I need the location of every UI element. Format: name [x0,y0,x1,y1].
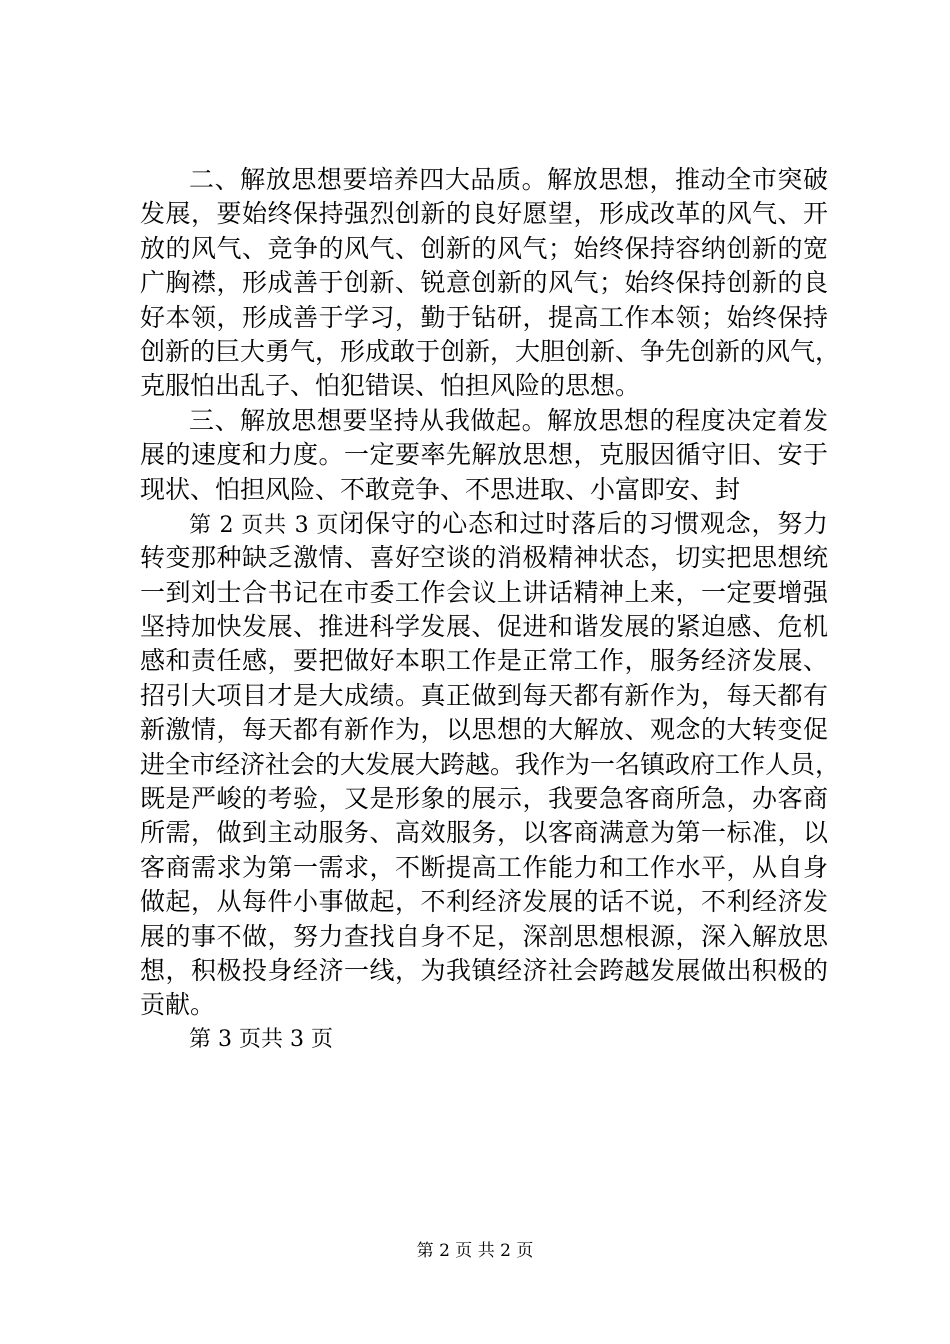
text-line: 三、解放思想要坚持从我做起。解放思想的程度决定着发 [189,405,828,435]
text-line: 放的风气、竞争的风气、创新的风气；始终保持容纳创新的宽 [140,233,828,263]
text-line: 客商需求为第一需求，不断提高工作能力和工作水平，从自身 [140,852,828,882]
page-footer: 第 2 页 共 2 页 [416,1241,534,1261]
text-line: 广胸襟，形成善于创新、锐意创新的风气；始终保持创新的良 [140,268,828,298]
text-line: 进全市经济社会的大发展大跨越。我作为一名镇政府工作人员， [140,749,841,779]
text-line: 一到刘士合书记在市委工作会议上讲话精神上来，一定要增强 [140,577,828,607]
end-page-marker: 第 3 页共 3 页 [189,1026,333,1052]
text-line: 招引大项目才是大成绩。真正做到每天都有新作为，每天都有 [140,680,828,710]
text-fragment: 闭保守的心态和过时落后的习惯观念，努力 [339,508,828,538]
inline-page-marker: 第 2 页共 3 页 [189,512,340,538]
text-line: 既是严峻的考验，又是形象的展示，我要急客商所急，办客商 [140,784,828,814]
text-line: 展的速度和力度。一定要率先解放思想，克服因循守旧、安于 [140,440,828,470]
text-line: 现状、怕担风险、不敢竞争、不思进取、小富即安、封 [140,474,741,504]
text-line: 想，积极投身经济一线，为我镇经济社会跨越发展做出积极的 [140,955,828,985]
paragraph-2 [140,163,841,404]
text-line: 贡献。 [140,990,216,1020]
paragraph-3 [140,404,828,507]
document-body [140,163,841,1057]
text-line: 发展，要始终保持强烈创新的良好愿望，形成改革的风气、开 [140,199,828,229]
paragraph-continued [140,507,841,1023]
text-line: 创新的巨大勇气，形成敢于创新，大胆创新、争先创新的风气， [140,336,841,366]
text-line: 所需，做到主动服务、高效服务，以客商满意为第一标准，以 [140,818,828,848]
text-line: 感和责任感，要把做好本职工作是正常工作，服务经济发展、 [140,646,828,676]
text-line: 二、解放思想要培养四大品质。解放思想，推动全市突破 [189,165,828,194]
text-line: 好本领，形成善于学习，勤于钻研，提高工作本领；始终保持 [140,302,828,332]
text-line: 克服怕出乱子、怕犯错误、怕担风险的思想。 [140,371,641,401]
text-line: 坚持加快发展、推进科学发展、促进和谐发展的紧迫感、危机 [140,612,828,642]
text-line: 新激情，每天都有新作为，以思想的大解放、观念的大转变促 [140,715,828,745]
text-line: 做起，从每件小事做起，不利经济发展的话不说，不利经济发 [140,887,828,917]
text-line: 转变那种缺乏激情、喜好空谈的消极精神状态，切实把思想统 [140,543,828,573]
text-line: 展的事不做，努力查找自身不足，深剖思想根源，深入解放思 [140,921,828,951]
text-line-with-page-mark [140,507,828,541]
